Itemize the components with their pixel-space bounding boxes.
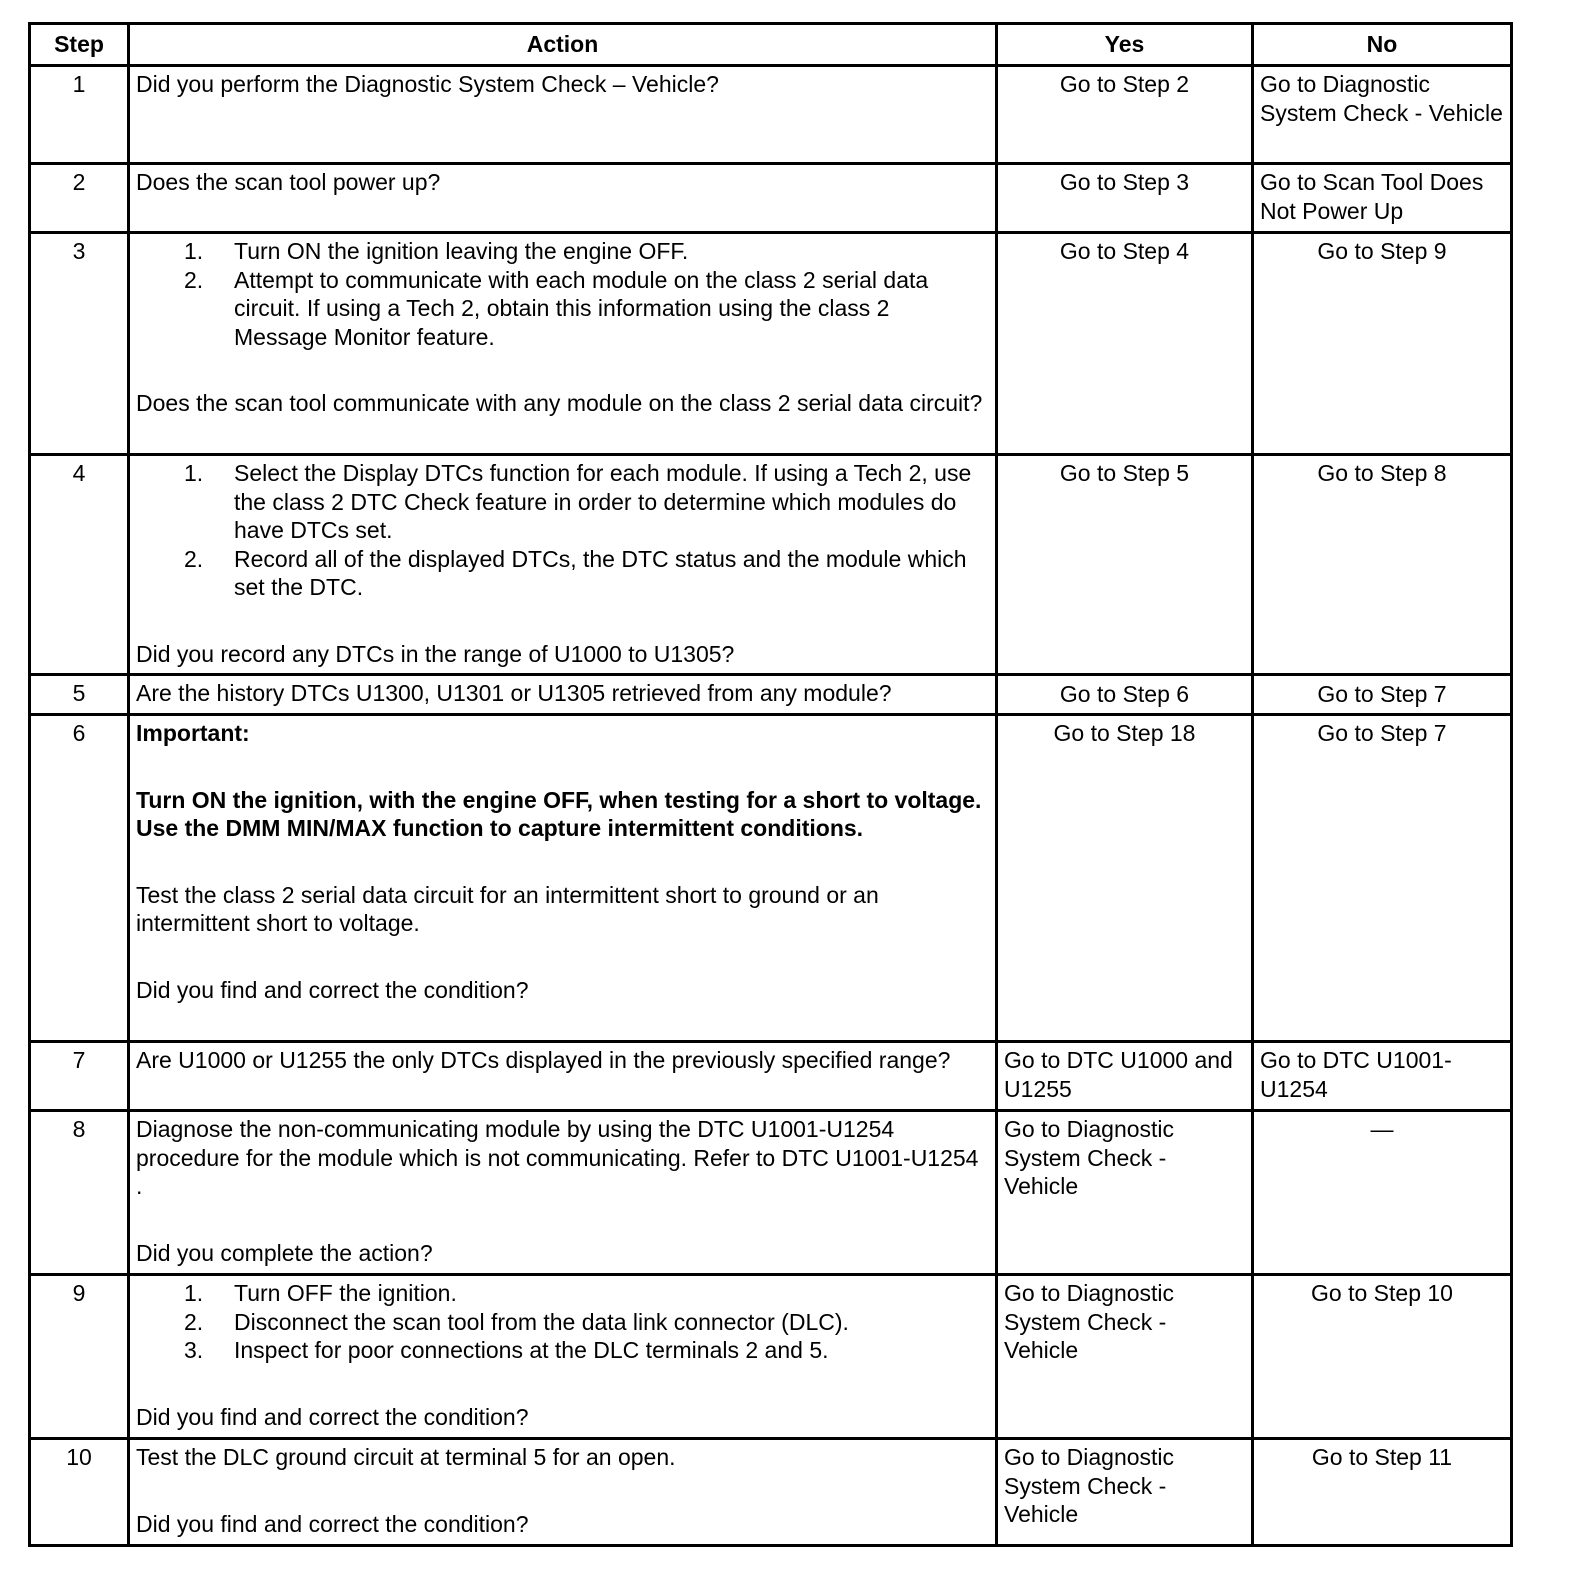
- no-cell: Go to Step 7: [1253, 715, 1512, 1042]
- table-row: [30, 1111, 1512, 1275]
- list-item-text: Turn ON the ignition leaving the engine OFF.: [234, 238, 689, 264]
- diagnostic-table-container: [28, 22, 1513, 1547]
- action-instruction: Test the DLC ground circuit at terminal 5 for an open.: [136, 1444, 676, 1470]
- no-cell: Go to Diagnostic System Check - Vehicle: [1253, 66, 1512, 164]
- action-question: Are the history DTCs U1300, U1301 or U1305 retrieved from any module?: [136, 680, 892, 706]
- yes-cell: Go to Step 3: [997, 164, 1253, 233]
- no-cell: Go to DTC U1001-U1254: [1253, 1042, 1512, 1111]
- header-row: [30, 24, 1512, 66]
- step-number: 5: [30, 675, 129, 715]
- action-question: Did you perform the Diagnostic System Check – Vehicle?: [136, 71, 719, 97]
- action-cell: [129, 66, 997, 164]
- action-question: Did you complete the action?: [136, 1239, 433, 1266]
- action-question: Did you find and correct the condition?: [136, 976, 529, 1003]
- action-cell: [129, 164, 997, 233]
- list-item: [136, 545, 989, 602]
- step-number: 7: [30, 1042, 129, 1111]
- action-question: Did you find and correct the condition?: [136, 1510, 529, 1537]
- table-row: [30, 66, 1512, 164]
- action-instruction: Diagnose the non-communicating module by using the DTC U1001-U1254 procedure for the module which is not communicating. Refer to DTC U1001-U1254 .: [136, 1116, 979, 1199]
- list-item-text: Disconnect the scan tool from the data link connector (DLC).: [234, 1308, 849, 1335]
- header-no: No: [1253, 24, 1512, 66]
- list-item-text: Record all of the displayed DTCs, the DTC status and the module which set the DTC.: [234, 545, 967, 600]
- list-item-text: Inspect for poor connections at the DLC terminals 2 and 5.: [234, 1337, 829, 1363]
- table-row: [30, 1275, 1512, 1439]
- header-step: Step: [30, 24, 129, 66]
- table-row: [30, 164, 1512, 233]
- action-question: Does the scan tool power up?: [136, 169, 441, 195]
- list-item: [136, 459, 989, 545]
- step-number: 4: [30, 455, 129, 675]
- action-question: Does the scan tool communicate with any module on the class 2 serial data circuit?: [136, 390, 983, 416]
- header-yes: Yes: [997, 24, 1253, 66]
- no-cell: Go to Step 8: [1253, 455, 1512, 675]
- action-steps-list: [136, 459, 989, 602]
- step-number: 2: [30, 164, 129, 233]
- yes-cell: Go to Step 5: [997, 455, 1253, 675]
- no-cell: Go to Step 7: [1253, 675, 1512, 715]
- action-steps-list: [136, 237, 989, 351]
- list-item-number: 2.: [184, 266, 204, 293]
- list-item-number: 3.: [184, 1337, 204, 1363]
- action-cell: [129, 1111, 997, 1275]
- list-item-number: 1.: [184, 238, 204, 264]
- yes-cell: Go to Step 6: [997, 675, 1253, 715]
- diagnostic-table: [28, 22, 1513, 1547]
- list-item-number: 2.: [184, 545, 204, 572]
- list-item-text: Select the Display DTCs function for each module. If using a Tech 2, use the class 2 DTC Check feature in order to determine which modules do have DTCs set.: [234, 460, 972, 543]
- action-cell: [129, 455, 997, 675]
- list-item: [136, 1308, 989, 1337]
- action-cell: [129, 1439, 997, 1546]
- yes-cell: Go to Step 2: [997, 66, 1253, 164]
- action-cell: [129, 715, 997, 1042]
- action-cell: [129, 1042, 997, 1111]
- no-cell: Go to Step 10: [1253, 1275, 1512, 1439]
- step-number: 1: [30, 66, 129, 164]
- action-instruction: Test the class 2 serial data circuit for an intermittent short to ground or an intermittent short to voltage.: [136, 881, 879, 936]
- table-row: [30, 675, 1512, 715]
- list-item: [136, 237, 989, 266]
- no-cell: Go to Step 9: [1253, 233, 1512, 455]
- list-item: [136, 266, 989, 352]
- action-cell: [129, 675, 997, 715]
- action-question: Are U1000 or U1255 the only DTCs displayed in the previously specified range?: [136, 1047, 951, 1073]
- step-number: 10: [30, 1439, 129, 1546]
- yes-cell: Go to Step 18: [997, 715, 1253, 1042]
- step-number: 9: [30, 1275, 129, 1439]
- no-cell: —: [1253, 1111, 1512, 1275]
- action-cell: [129, 1275, 997, 1439]
- yes-cell: Go to Step 4: [997, 233, 1253, 455]
- important-label: Important:: [136, 720, 250, 746]
- list-item-text: Attempt to communicate with each module on the class 2 serial data circuit. If using a Tech 2, obtain this information using the class 2 Message Monitor feature.: [234, 266, 929, 350]
- no-cell: Go to Scan Tool Does Not Power Up: [1253, 164, 1512, 233]
- list-item-number: 1.: [184, 460, 204, 486]
- yes-cell: Go to Diagnostic System Check - Vehicle: [997, 1111, 1253, 1275]
- list-item-text: Turn OFF the ignition.: [234, 1280, 457, 1306]
- list-item-number: 1.: [184, 1280, 204, 1306]
- action-steps-list: [136, 1279, 989, 1365]
- step-number: 3: [30, 233, 129, 455]
- no-cell: Go to Step 11: [1253, 1439, 1512, 1546]
- yes-cell: Go to Diagnostic System Check - Vehicle: [997, 1439, 1253, 1546]
- action-question: Did you record any DTCs in the range of U1000 to U1305?: [136, 640, 735, 667]
- step-number: 8: [30, 1111, 129, 1275]
- yes-cell: Go to Diagnostic System Check - Vehicle: [997, 1275, 1253, 1439]
- table-row: [30, 1439, 1512, 1546]
- header-action: Action: [129, 24, 997, 66]
- list-item-number: 2.: [184, 1308, 204, 1335]
- important-note: Turn ON the ignition, with the engine OFF, when testing for a short to voltage. Use the DMM MIN/MAX function to capture intermittent conditions.: [136, 786, 982, 841]
- yes-cell: Go to DTC U1000 and U1255: [997, 1042, 1253, 1111]
- step-number: 6: [30, 715, 129, 1042]
- table-row: [30, 233, 1512, 455]
- action-question: Did you find and correct the condition?: [136, 1403, 529, 1430]
- list-item: [136, 1336, 989, 1365]
- table-row: [30, 455, 1512, 675]
- action-cell: [129, 233, 997, 455]
- list-item: [136, 1279, 989, 1308]
- table-row: [30, 1042, 1512, 1111]
- table-row: [30, 715, 1512, 1042]
